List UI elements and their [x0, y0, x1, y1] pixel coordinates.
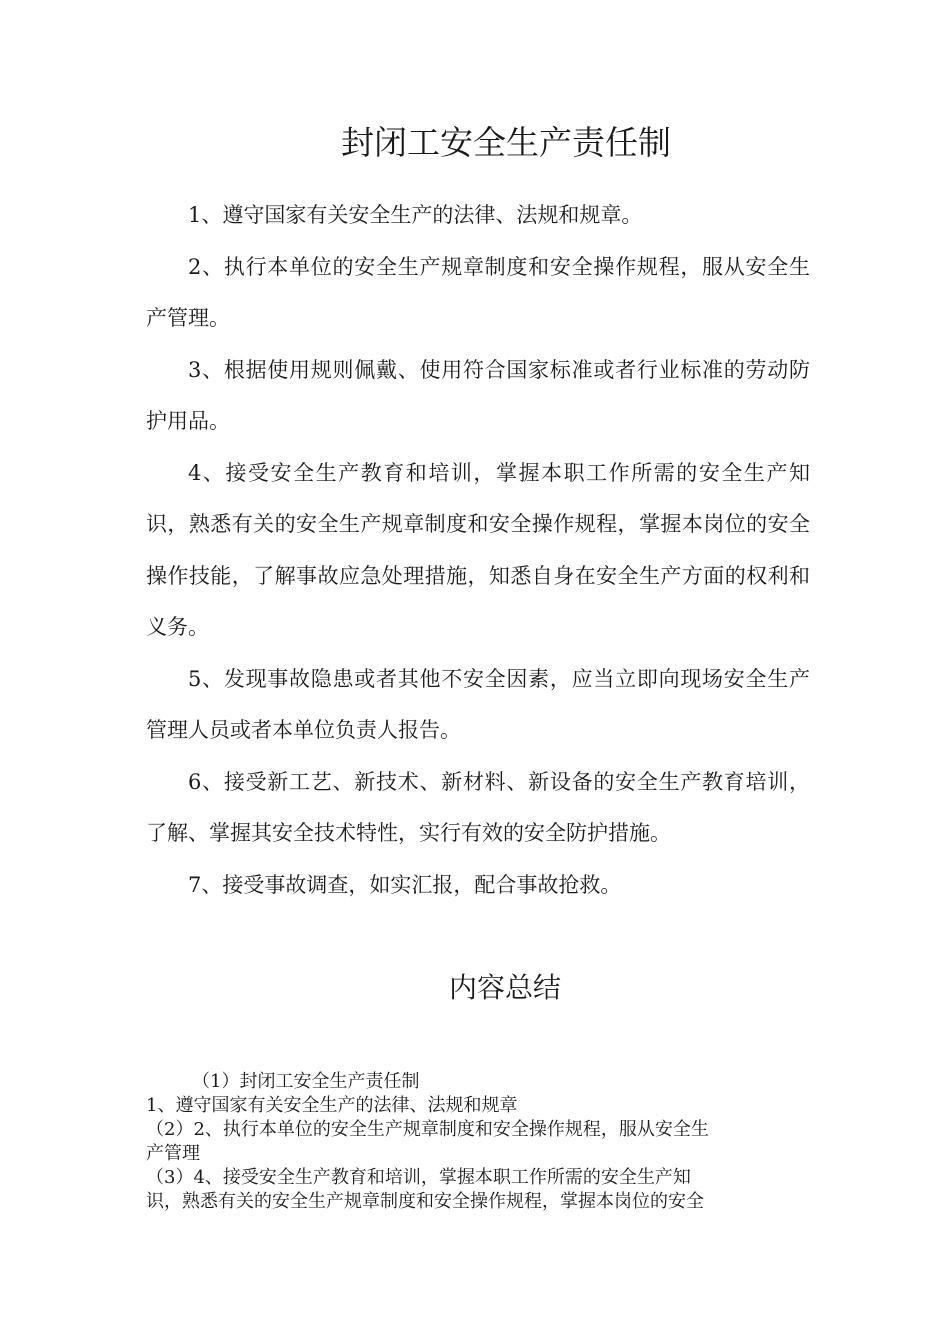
clause-2: 2、执行本单位的安全生产规章制度和安全操作规程，服从安全生产管理。 [146, 254, 810, 330]
clause-5: 5、发现事故隐患或者其他不安全因素，应当立即向现场安全生产管理人员或者本单位负责人报告。 [146, 666, 810, 742]
clause-7: 7、接受事故调查，如实汇报，配合事故抢救。 [188, 872, 622, 897]
summary-line: 识，熟悉有关的安全生产规章制度和安全操作规程，掌握本岗位的安全 [146, 1191, 704, 1212]
summary-line: （3）4、接受安全生产教育和培训，掌握本职工作所需的安全生产知 [146, 1167, 691, 1188]
summary-line: （1）封闭工安全生产责任制 [192, 1071, 420, 1092]
document-title: 封闭工安全生产责任制 [341, 123, 671, 162]
document-body [146, 190, 810, 911]
summary-line: 1、遵守国家有关安全生产的法律、法规和规章 [146, 1095, 518, 1116]
summary-line: 产管理 [146, 1143, 200, 1164]
summary-body [146, 1070, 796, 1214]
summary-title: 内容总结 [448, 971, 561, 1004]
clause-1: 1、遵守国家有关安全生产的法律、法规和规章。 [188, 203, 643, 227]
summary-line: （2）2、执行本单位的安全生产规章制度和安全操作规程，服从安全生 [146, 1119, 709, 1140]
clause-3: 3、根据使用规则佩戴、使用符合国家标准或者行业标准的劳动防护用品。 [146, 357, 810, 433]
clause-4: 4、接受安全生产教育和培训，掌握本职工作所需的安全生产知识，熟悉有关的安全生产规章制度和安全操作规程，掌握本岗位的安全操作技能，了解事故应急处理措施，知悉自身在安全生产方面的权利和义务。 [146, 460, 810, 639]
clause-6: 6、接受新工艺、新技术、新材料、新设备的安全生产教育培训，了解、掌握其安全技术特性，实行有效的安全防护措施。 [146, 769, 810, 845]
